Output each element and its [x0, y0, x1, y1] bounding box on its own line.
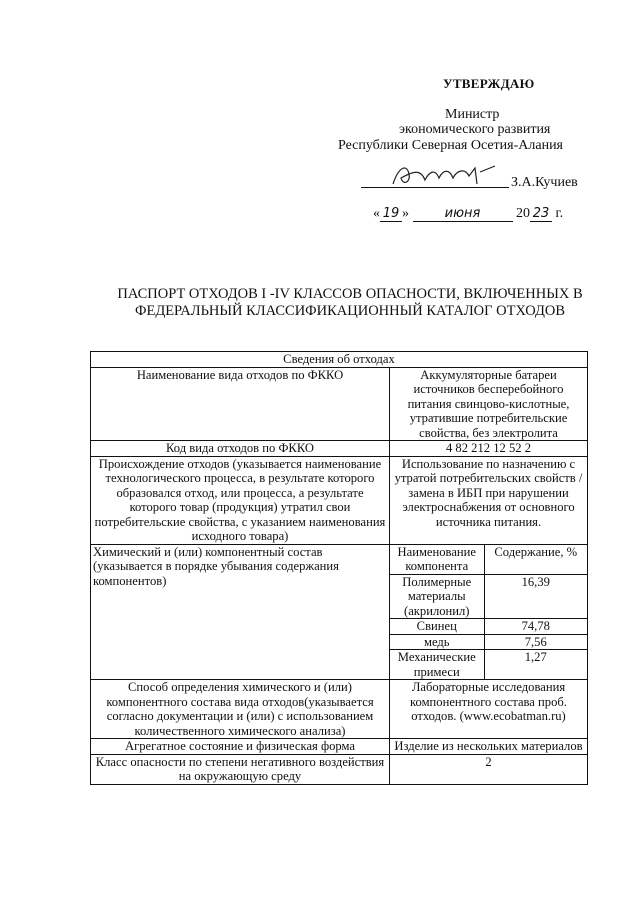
composition-row — [91, 544, 588, 680]
component-name: Механические примеси — [390, 650, 484, 680]
component-column-header: Наименование компонента — [390, 545, 484, 575]
component-name: Свинец — [390, 619, 484, 635]
composition-cell — [390, 544, 588, 680]
row-value: Изделие из нескольких материалов — [390, 739, 588, 755]
signature-line — [361, 187, 509, 188]
date-year-abbr: г. — [555, 206, 564, 221]
row-value: Лабораторные исследования компонентного состава проб. отходов. (www.ecobatman.ru) — [390, 680, 588, 739]
table-row — [91, 367, 588, 441]
table-header: Сведения об отходах — [91, 352, 588, 368]
component-name: Полимерные материалы (акрилонил) — [390, 574, 484, 619]
row-label: Код вида отходов по ФККО — [91, 441, 390, 457]
row-label: Способ определения химического и (или) компонентного состава вида отходов(указывается согласно документации и (или) с использованием количественного химического анализа) — [91, 680, 390, 739]
date-month: июня — [413, 206, 513, 222]
approval-date — [373, 206, 563, 222]
row-label: Наименование вида отходов по ФККО — [91, 367, 390, 441]
table-row — [91, 441, 588, 457]
composition-label: Химический и (или) компонентный состав (указывается в порядке убывания содержания компонентов) — [91, 544, 390, 680]
component-value: 7,56 — [484, 634, 587, 650]
approval-heading: УТВЕРЖДАЮ — [443, 76, 535, 91]
table-row — [91, 754, 588, 784]
approver-position-line2: экономического развития — [399, 122, 551, 137]
date-year-prefix: 20 — [516, 206, 530, 221]
table-row — [91, 456, 588, 544]
date-open-quote: « — [373, 206, 380, 221]
component-row — [390, 619, 587, 635]
table-row — [91, 739, 588, 755]
content-column-header: Содержание, % — [484, 545, 587, 575]
row-label: Происхождение отходов (указывается наименование технологического процесса, в результате которого образовался отход, или процесса, а результате которого товар (продукция) утратил свои потребительские свойства, с указанием наименования исходного товара) — [91, 456, 390, 544]
row-label: Агрегатное состояние и физическая форма — [91, 739, 390, 755]
date-year-suffix: 23 — [530, 206, 552, 222]
component-value: 1,27 — [484, 650, 587, 680]
table-header-row — [91, 352, 588, 368]
row-value: Использование по назначению с утратой потребительских свойств / замена в ИБП при нарушении электроснабжения от основного источника питания. — [390, 456, 588, 544]
component-row — [390, 574, 587, 619]
document-title — [60, 286, 640, 320]
date-close-quote: » — [402, 206, 409, 221]
composition-table — [390, 545, 587, 680]
signer-name: З.А.Кучиев — [511, 175, 578, 190]
component-row — [390, 634, 587, 650]
document-title-line1: ПАСПОРТ ОТХОДОВ I -IV КЛАССОВ ОПАСНОСТИ, ВКЛЮЧЕННЫХ В — [117, 286, 583, 302]
component-name: медь — [390, 634, 484, 650]
date-day: 19 — [380, 206, 402, 222]
row-label: Класс опасности по степени негативного воздействия на окружающую среду — [91, 754, 390, 784]
component-value: 74,78 — [484, 619, 587, 635]
component-row — [390, 650, 587, 680]
approver-position-line3: Республики Северная Осетия-Алания — [338, 138, 563, 153]
row-value: Аккумуляторные батареи источников бесперебойного питания свинцово-кислотные, утратившие потребительские свойства, без электролита — [390, 367, 588, 441]
approver-position-line1: Министр — [445, 107, 500, 122]
document-title-line2: ФЕДЕРАЛЬНЫЙ КЛАССИФИКАЦИОННЫЙ КАТАЛОГ ОТХОДОВ — [135, 303, 565, 319]
composition-header-row — [390, 545, 587, 575]
waste-info-table — [90, 351, 588, 785]
component-value: 16,39 — [484, 574, 587, 619]
table-row — [91, 680, 588, 739]
row-value: 4 82 212 12 52 2 — [390, 441, 588, 457]
row-value: 2 — [390, 754, 588, 784]
